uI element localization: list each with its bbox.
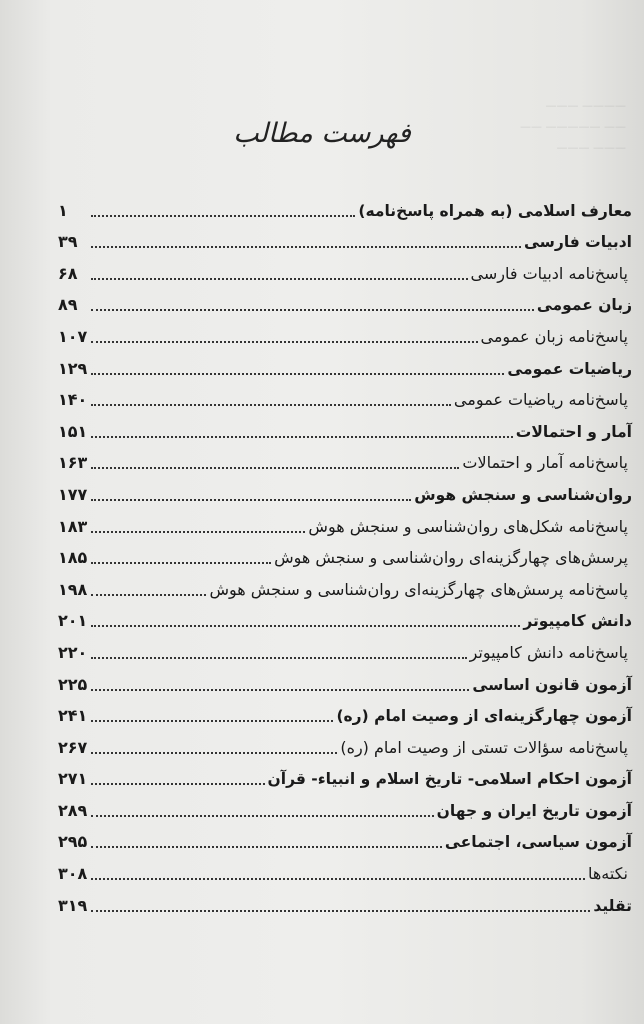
toc-entry [58, 853, 632, 885]
dot-leader [91, 594, 206, 596]
toc-entry-page: ۲۲۰ [58, 642, 88, 662]
toc-entry-page: ۱۸۳ [58, 516, 88, 536]
page-title: فهرست مطالب [233, 118, 411, 149]
dot-leader [91, 215, 355, 217]
dot-leader [91, 815, 434, 817]
toc-entry [58, 822, 632, 854]
dot-leader [91, 657, 467, 659]
toc-entry-title: آزمون تاریخ ایران و جهان [436, 801, 632, 820]
toc-entry [58, 190, 632, 222]
toc-entry [58, 569, 632, 601]
toc-entry-page: ۱ [58, 200, 68, 220]
toc-entry-page: ۱۰۷ [58, 326, 88, 346]
toc-entry [58, 696, 632, 728]
toc-entry-page: ۲۰۱ [58, 611, 88, 631]
dot-leader [91, 562, 271, 564]
dot-leader [91, 341, 478, 343]
toc-entry-page: ۳۰۸ [58, 864, 88, 884]
dot-leader [91, 246, 521, 248]
dot-leader [91, 720, 333, 722]
dot-leader [91, 499, 411, 501]
toc-entry-page: ۱۹۸ [58, 579, 88, 599]
toc-entry-title: معارف اسلامی (به همراه پاسخ‌نامه) [358, 201, 632, 220]
toc-entry-title: آزمون سیاسی، اجتماعی [444, 833, 632, 852]
toc-entry [58, 348, 632, 380]
dot-leader [91, 625, 520, 627]
toc-entry-title: پاسخ‌نامه آمار و احتمالات [462, 453, 628, 473]
show-through-text: ———— ——— —— ————— —— ——— ——— [520, 99, 626, 154]
dot-leader [91, 783, 265, 785]
toc-entry-title: پاسخ‌نامه دانش کامپیوتر [469, 642, 628, 662]
toc-entry [58, 474, 632, 506]
toc-entry-page: ۱۶۳ [58, 453, 88, 473]
toc-entry-page: ۳۱۹ [58, 895, 88, 915]
toc-entry [58, 316, 632, 348]
dot-leader [91, 846, 442, 848]
toc-entry-title: زبان عمومی [536, 296, 632, 315]
toc-entry [58, 759, 632, 791]
toc-entry [58, 632, 632, 664]
toc-entry-page: ۲۶۷ [58, 737, 88, 757]
toc-entry-title: پاسخ‌نامه زبان عمومی [480, 326, 628, 346]
toc-entry-title: آزمون احکام اسلامی- تاریخ اسلام و انبیاء- قرآن [267, 770, 632, 789]
toc-entry-title: پاسخ‌نامه شکل‌های روان‌شناسی و سنجش هوش [308, 516, 628, 536]
toc-entry [58, 727, 632, 759]
toc-entry [58, 506, 632, 538]
toc-entry [58, 222, 632, 254]
toc-entry-page: ۱۷۷ [58, 484, 88, 504]
toc-entry-page: ۱۴۰ [58, 390, 88, 410]
toc-entry-page: ۱۲۹ [58, 358, 88, 378]
toc-entry-title: ادبیات فارسی [523, 233, 632, 252]
toc-entry-page: ۲۴۱ [58, 706, 88, 726]
toc-entry-page: ۲۷۱ [58, 769, 88, 789]
toc-entry [58, 380, 632, 412]
toc-entry-title: دانش کامپیوتر [523, 612, 632, 631]
toc-entry [58, 253, 632, 285]
dot-leader [91, 278, 468, 280]
toc-entry [58, 601, 632, 633]
dot-leader [91, 910, 590, 912]
dot-leader [91, 878, 585, 880]
toc-entry-title: پاسخ‌نامه ریاضیات عمومی [453, 390, 628, 410]
toc-entry-title: روان‌شناسی و سنجش هوش [414, 485, 632, 504]
toc-entry-page: ۶۸ [58, 263, 78, 283]
toc-entry [58, 885, 632, 917]
toc-entry-page: ۲۸۹ [58, 800, 88, 820]
dot-leader [91, 436, 513, 438]
table-of-contents [58, 190, 632, 917]
toc-entry [58, 790, 632, 822]
toc-entry-title: پرسش‌های چهارگزینه‌ای روان‌شناسی و سنجش هوش [274, 548, 628, 568]
dot-leader [91, 467, 459, 469]
toc-entry-title: پاسخ‌نامه پرسش‌های چهارگزینه‌ای روان‌شناسی و سنجش هوش [209, 579, 628, 599]
dot-leader [91, 404, 451, 406]
toc-entry-page: ۸۹ [58, 295, 78, 315]
toc-entry [58, 664, 632, 696]
dot-leader [91, 531, 305, 533]
dot-leader [91, 752, 337, 754]
toc-entry-page: ۱۵۱ [58, 421, 88, 441]
toc-entry-title: آزمون قانون اساسی [472, 675, 632, 694]
toc-entry-title: ریاضیات عمومی [507, 359, 632, 378]
toc-entry-page: ۲۲۵ [58, 674, 88, 694]
toc-entry-page: ۳۹ [58, 232, 78, 252]
toc-entry [58, 411, 632, 443]
toc-entry-title: پاسخ‌نامه سؤالات تستی از وصیت امام (ره) [340, 737, 628, 757]
toc-entry-page: ۲۹۵ [58, 832, 88, 852]
toc-entry-title: آمار و احتمالات [515, 422, 632, 441]
toc-entry [58, 285, 632, 317]
toc-entry-title: پاسخ‌نامه ادبیات فارسی [470, 263, 628, 283]
toc-entry-title: آزمون چهارگزینه‌ای از وصیت امام (ره) [336, 707, 632, 726]
dot-leader [91, 309, 534, 311]
toc-entry [58, 443, 632, 475]
toc-entry-page: ۱۸۵ [58, 548, 88, 568]
toc-entry-title: تقلید [593, 896, 632, 915]
toc-entry-title: نکته‌ها [587, 864, 628, 884]
dot-leader [91, 689, 469, 691]
toc-entry [58, 538, 632, 570]
dot-leader [91, 373, 504, 375]
